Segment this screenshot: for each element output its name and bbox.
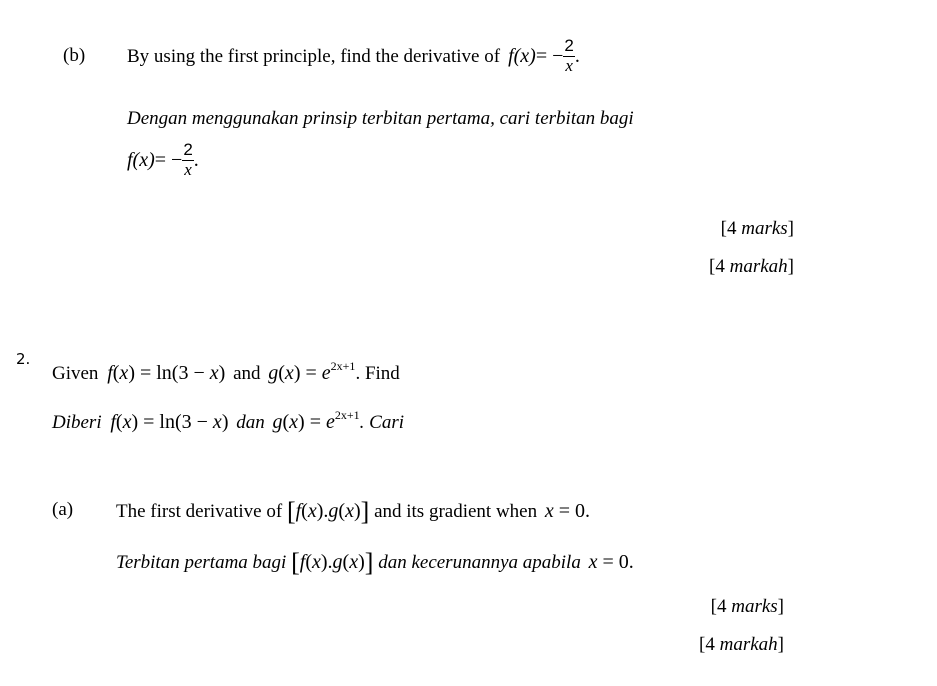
question2-given-en: Given f(x) = ln(3 − x) and $g(x) = e^{2x+1}$. Find [52, 359, 400, 384]
part-a-text-en: The first derivative of [f(x).g(x)] and its gradient when x = 0. [116, 497, 591, 526]
part-a-label: (a) [52, 499, 74, 520]
part-a-marks-en: [4 marks] [710, 596, 784, 617]
part-b-marks-ms: [4 markah] [709, 256, 794, 277]
part-b-question-en: By using the first principle, find the derivative of f(x)= − $\frac{2}{x}$ . [127, 36, 580, 75]
part-b-function: f(x)= − $\frac{2}{x}$ . [508, 36, 580, 75]
part-a-marks-ms: [4 markah] [699, 634, 784, 655]
part-b-marks-en: [4 marks] [720, 218, 794, 239]
part-b-label: (b) [63, 45, 86, 66]
part-a-text-ms: Terbitan pertama bagi [f(x).g(x)] dan kecerunannya apabila x = 0. [116, 548, 634, 577]
part-b-question-ms: Dengan menggunakan prinsip terbitan pertama, cari terbitan bagi [127, 108, 634, 129]
part-b-function-ms: f(x)= − $\frac{2}{x}$ . [127, 140, 199, 179]
question-number: 2. [16, 350, 31, 368]
question2-given-ms: Diberi f(x) = ln(3 − x) dan $g(x) = e^{2x+1}$. Cari [52, 408, 405, 433]
